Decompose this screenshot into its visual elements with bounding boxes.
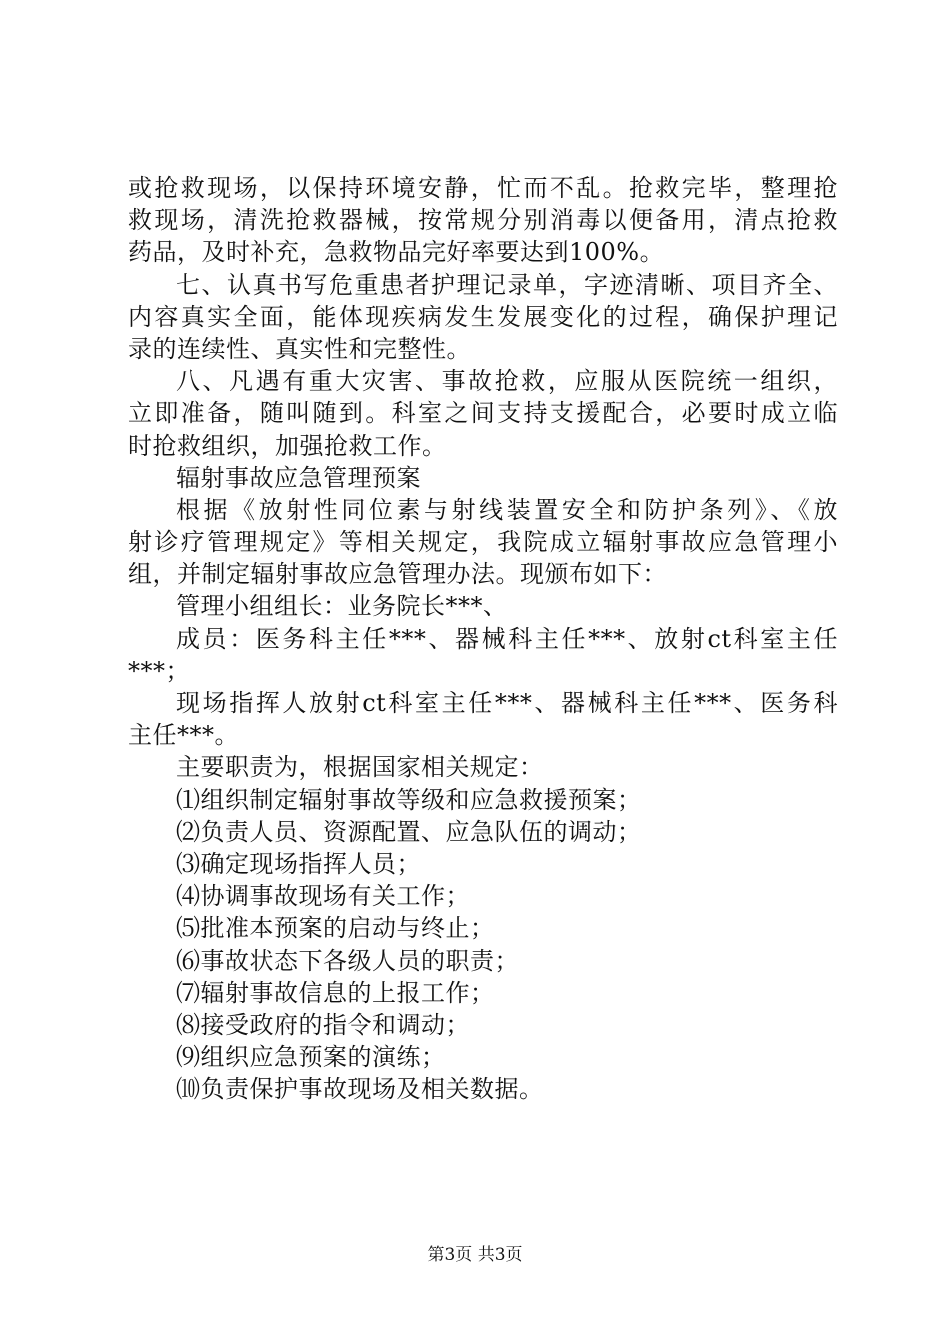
list-item: ⑹事故状态下各级人员的职责； (176, 946, 519, 975)
text-line: 射诊疗管理规定》等相关规定，我院成立辐射事故应急管理小 (128, 528, 838, 557)
text-line: 立即准备，随叫随到。科室之间支持支援配合，必要时成立临 (128, 399, 838, 428)
list-item: ⑺辐射事故信息的上报工作； (176, 978, 495, 1007)
text-line: 主要职责为，根据国家相关规定： (176, 753, 544, 782)
text-line: 救现场，清洗抢救器械，按常规分别消毒以便备用，清点抢救 (128, 206, 838, 235)
list-item: ⑽负责保护事故现场及相关数据。 (176, 1075, 544, 1104)
text-line: 药品，及时补充，急救物品完好率要达到100%。 (128, 238, 665, 267)
document-body (128, 172, 838, 1105)
list-item: ⑴组织制定辐射事故等级和应急救援预案； (176, 785, 642, 814)
section-heading: 辐射事故应急管理预案 (176, 463, 421, 492)
list-item: ⑷协调事故现场有关工作； (176, 882, 470, 911)
list-item: ⑶确定现场指挥人员； (176, 849, 421, 878)
text-line: 主任***。 (128, 721, 239, 750)
text-line: 现场指挥人放射ct科室主任***、器械科主任***、医务科 (176, 689, 838, 717)
list-item: ⑼组织应急预案的演练； (176, 1043, 446, 1072)
text-line: 成员：医务科主任***、器械科主任***、放射ct科室主任 (176, 624, 838, 653)
list-item: ⑸批准本预案的启动与终止； (176, 914, 495, 943)
text-line: 根据《放射性同位素与射线装置安全和防护条列》、《放 (176, 495, 838, 524)
text-line: ***； (128, 656, 190, 685)
text-line: 七、认真书写危重患者护理记录单，字迹清晰、项目齐全、 (176, 270, 838, 299)
text-line: 管理小组组长：业务院长***、 (176, 592, 508, 621)
text-line: 或抢救现场，以保持环境安静，忙而不乱。抢救完毕，整理抢 (128, 174, 838, 202)
page-footer: 第3页 共3页 (427, 1245, 523, 1265)
list-item: ⑻接受政府的指令和调动； (176, 1010, 470, 1039)
text-line: 组，并制定辐射事故应急管理办法。现颁布如下： (128, 560, 667, 589)
text-line: 时抢救组织，加强抢救工作。 (128, 431, 447, 460)
text-line: 内容真实全面，能体现疾病发生发展变化的过程，确保护理记 (128, 302, 838, 331)
text-line: 录的连续性、真实性和完整性。 (128, 334, 471, 363)
text-line: 八、凡遇有重大灾害、事故抢救，应服从医院统一组织， (176, 367, 838, 396)
list-item: ⑵负责人员、资源配置、应急队伍的调动； (176, 817, 642, 846)
